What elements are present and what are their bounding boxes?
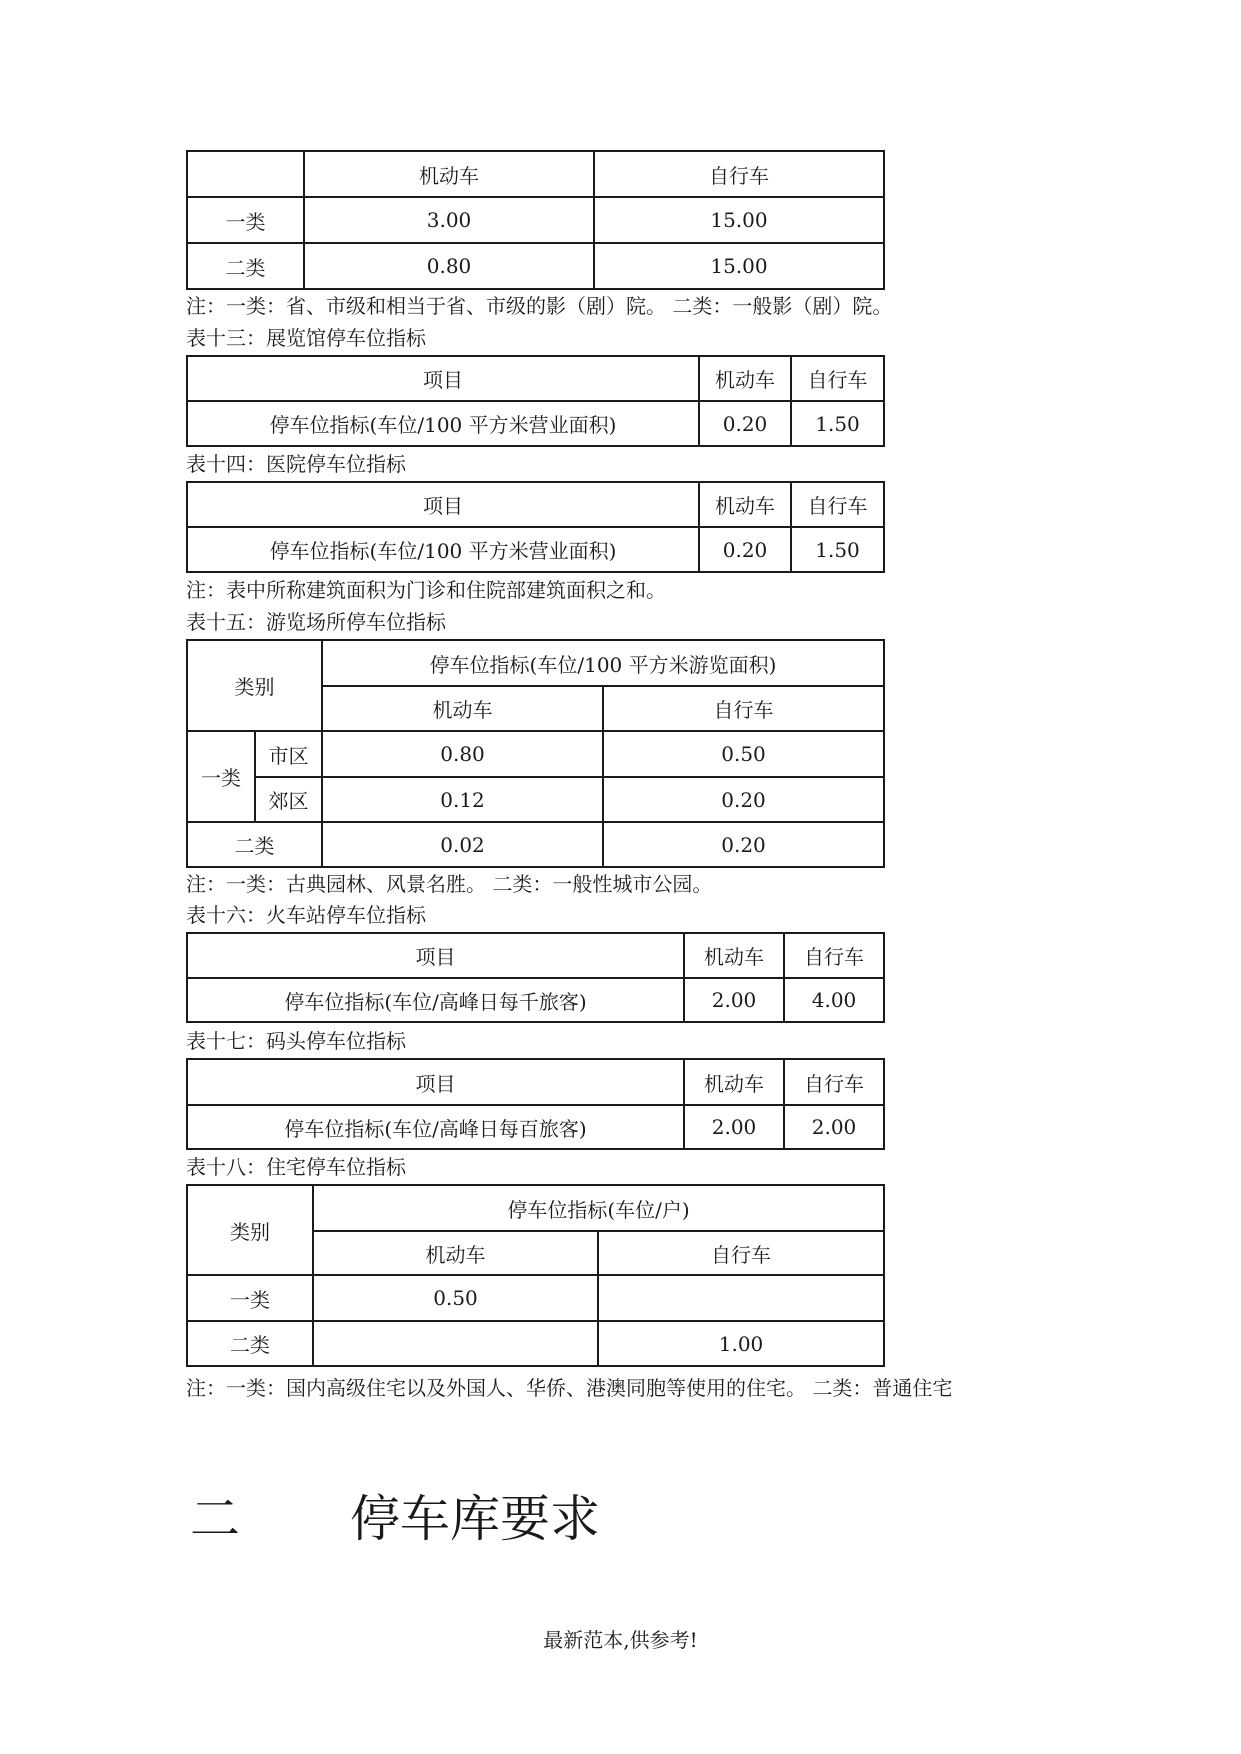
table-cell: 一类	[187, 197, 304, 243]
category-header-cell: 类别	[187, 640, 322, 731]
table-theater-parking	[186, 150, 885, 290]
table-cell: 0.80	[304, 243, 594, 289]
table-header-cell: 项目	[187, 933, 684, 978]
table-header-cell: 自行车	[784, 933, 884, 978]
table-cell: 2.00	[684, 1105, 784, 1149]
table-header-cell	[187, 151, 304, 197]
table-cell: 15.00	[594, 243, 884, 289]
table-row	[187, 822, 884, 867]
table-residential-parking	[186, 1184, 885, 1367]
section-number: 二	[190, 1490, 240, 1548]
table-header-cell: 自行车	[791, 356, 884, 401]
table-row	[187, 777, 884, 822]
table-cell: 4.00	[784, 978, 884, 1022]
table-cell: 1.00	[598, 1321, 884, 1366]
table-cell: 0.12	[322, 777, 603, 822]
table-row	[187, 243, 884, 289]
table-cell: 0.50	[603, 731, 884, 777]
table-caption: 表十六：火车站停车位指标	[186, 903, 426, 927]
table-exhibition-parking	[186, 355, 885, 447]
category-header-cell: 类别	[187, 1185, 313, 1275]
table-cell: 郊区	[255, 777, 322, 822]
table-header-cell: 自行车	[594, 151, 884, 197]
table-cell: 1.50	[791, 401, 884, 446]
table-cell: 0.20	[603, 777, 884, 822]
table-railway-parking	[186, 932, 885, 1023]
table-cell: 0.20	[603, 822, 884, 867]
table-caption: 表十三：展览馆停车位指标	[186, 326, 426, 350]
table-row	[187, 978, 884, 1022]
table-cell: 3.00	[304, 197, 594, 243]
table-header-cell: 项目	[187, 1059, 684, 1105]
table-scenic-parking	[186, 639, 885, 868]
table-note: 注：一类：古典园林、风景名胜。 二类：一般性城市公园。	[186, 872, 713, 896]
section-title: 停车库要求	[350, 1490, 600, 1548]
table-row	[187, 1275, 884, 1321]
table-row	[187, 527, 884, 572]
table-cell: 0.20	[699, 527, 791, 572]
table-cell: 停车位指标(车位/高峰日每千旅客)	[187, 978, 684, 1022]
table-cell	[313, 1321, 598, 1366]
table-header-cell: 机动车	[684, 933, 784, 978]
table-cell: 一类	[187, 1275, 313, 1321]
table-note: 注：一类：省、市级和相当于省、市级的影（剧）院。 二类：一般影（剧）院。	[186, 294, 893, 318]
table-cell: 1.50	[791, 527, 884, 572]
table-cell: 停车位指标(车位/100 平方米营业面积)	[187, 527, 699, 572]
table-header-cell: 机动车	[699, 482, 791, 527]
table-cell: 15.00	[594, 197, 884, 243]
table-cell: 停车位指标(车位/100 平方米营业面积)	[187, 401, 699, 446]
table-row	[187, 1321, 884, 1366]
table-caption: 表十七：码头停车位指标	[186, 1029, 406, 1053]
class-cell: 一类	[187, 731, 255, 822]
table-header-cell: 自行车	[598, 1231, 884, 1275]
table-row	[187, 401, 884, 446]
table-header-cell: 自行车	[603, 686, 884, 731]
table-cell	[598, 1275, 884, 1321]
table-row	[187, 1105, 884, 1149]
table-cell: 0.02	[322, 822, 603, 867]
table-row	[187, 197, 884, 243]
table-caption: 表十五：游览场所停车位指标	[186, 610, 446, 634]
table-cell: 市区	[255, 731, 322, 777]
table-caption: 表十八：住宅停车位指标	[186, 1155, 406, 1179]
table-cell: 二类	[187, 243, 304, 289]
table-caption: 表十四：医院停车位指标	[186, 452, 406, 476]
table-dock-parking	[186, 1058, 885, 1150]
table-hospital-parking	[186, 481, 885, 573]
table-cell: 2.00	[684, 978, 784, 1022]
table-header-cell: 机动车	[313, 1231, 598, 1275]
table-row	[187, 731, 884, 777]
table-header-cell: 自行车	[791, 482, 884, 527]
table-header-cell: 项目	[187, 482, 699, 527]
group-header-cell: 停车位指标(车位/户)	[313, 1185, 884, 1231]
table-cell: 0.80	[322, 731, 603, 777]
table-header-cell: 机动车	[322, 686, 603, 731]
table-header-cell: 自行车	[784, 1059, 884, 1105]
table-header-cell: 机动车	[684, 1059, 784, 1105]
table-note: 注：一类：国内高级住宅以及外国人、华侨、港澳同胞等使用的住宅。 二类：普通住宅	[186, 1376, 953, 1400]
table-cell: 0.20	[699, 401, 791, 446]
table-cell: 停车位指标(车位/高峰日每百旅客)	[187, 1105, 684, 1149]
table-header-cell: 机动车	[304, 151, 594, 197]
table-note: 注：表中所称建筑面积为门诊和住院部建筑面积之和。	[186, 578, 666, 602]
table-cell: 二类	[187, 822, 322, 867]
table-header-cell: 机动车	[699, 356, 791, 401]
table-header-cell: 项目	[187, 356, 699, 401]
table-cell: 2.00	[784, 1105, 884, 1149]
table-cell: 二类	[187, 1321, 313, 1366]
group-header-cell: 停车位指标(车位/100 平方米游览面积)	[322, 640, 884, 686]
table-cell: 0.50	[313, 1275, 598, 1321]
page-footer: 最新范本,供参考!	[543, 1628, 698, 1652]
